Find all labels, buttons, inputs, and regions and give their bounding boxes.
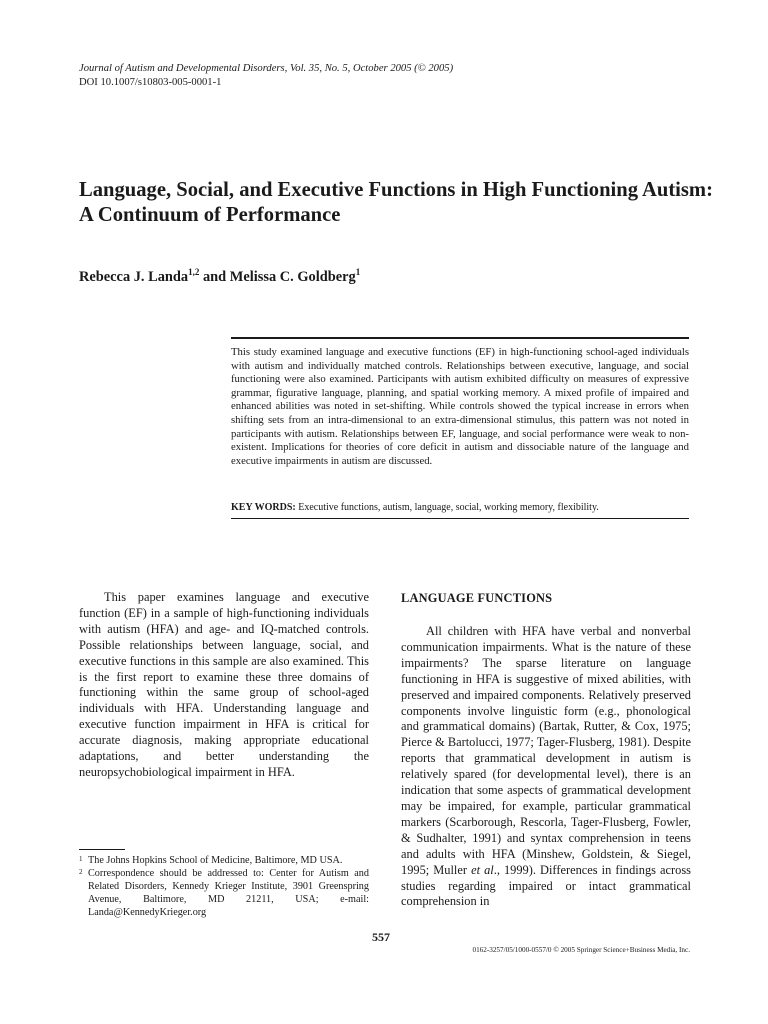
- paragraph-text: All children with HFA have verbal and nonverbal communication impairments. What is the nature of these impairments? The sparse literature on language functioning in HFA is suggestive of mixed abilities, with preserved and impaired components. Relatively preserved components involve linguistic form (e.g., phonological and grammatical domains) (Bartak, Rutter, & Cox, 1975; Pierce & Bartolucci, 1977; Tager-Flusberg, 1981). Despite reports that grammatical development in autism is relatively spared (for developmental level), there is an indication that some aspects of grammatical development may be impaired, for example, particular grammatical markers (Scarborough, Rescorla, Tager-Flusberg, Fowler, & Sudhalter, 1991) and syntax comprehension in teens and adults with HFA (Minshew, Goldstein, & Siegel, 1995; Muller: [401, 624, 691, 877]
- paragraph-italic: et al: [471, 862, 494, 877]
- section-heading: LANGUAGE FUNCTIONS: [401, 591, 553, 605]
- keywords-list: Executive functions, autism, language, social, working memory, flexibility.: [295, 502, 599, 513]
- keywords: [231, 501, 689, 514]
- footnote-text: Correspondence should be addressed to: Center for Autism and Related Disorders, Kennedy Krieger Institute, 3901 Greenspring Avenue, Baltimore, MD 21211, USA; e-mail: Landa@KennedyKrieger.org: [88, 868, 369, 918]
- keywords-rule: [231, 518, 689, 519]
- intro-paragraph: This paper examines language and executive function (EF) in a sample of high-functioning individuals with autism (HFA) and age- and IQ-matched controls. Possible relationships between language, social, and executive functions in this sample are also examined. This is the first report to examine these three domains of functioning within the same group of school-aged individuals with HFA. Understanding language and executive function impairment in HFA is critical for accurate diagnosis, making appropriate educational adaptations, and better understanding the neuropsychobiological impairment in HFA.: [79, 590, 369, 779]
- author-conjunction: and: [199, 269, 230, 285]
- page-number: 557: [372, 930, 390, 944]
- copyright-line: 0162-3257/05/1000-0557/0 © 2005 Springer Science+Business Media, Inc.: [472, 946, 690, 954]
- author-name: Melissa C. Goldberg: [229, 269, 356, 285]
- footnote: [79, 867, 369, 919]
- author-list: [79, 268, 360, 286]
- journal-citation: Journal of Autism and Developmental Disorders, Vol. 35, No. 5, October 2005 (© 2005): [79, 63, 454, 74]
- article-title: Language, Social, and Executive Functions in High Functioning Autism: A Continuum of Performance: [79, 179, 713, 226]
- paragraph-text: ., 1999). Differences in findings across studies regarding impaired or intact grammatical comprehension in: [401, 862, 691, 909]
- footnote: [79, 854, 369, 867]
- affiliation-marker: 1: [355, 267, 361, 277]
- language-functions-paragraph: [401, 624, 691, 910]
- affiliation-marker: 1,2: [188, 267, 200, 277]
- footnotes: [79, 854, 369, 919]
- footnote-marker: 1: [79, 855, 83, 863]
- footnote-rule: [79, 849, 125, 850]
- keywords-label: KEY WORDS:: [231, 502, 296, 513]
- abstract: This study examined language and executive functions (EF) in high-functioning school-aged individuals with autism and individually matched controls. Relationships between executive, language, and social functioning were also examined. Participants with autism exhibited difficulty on measures of expressive grammar, figurative language, planning, and spatial working memory. A mixed profile of impaired and enhanced abilities was noted in set-shifting. While controls showed the typical increase in errors when shifting sets from an intra-dimensional to an extra-dimensional stimulus, this pattern was not noted in participants with autism. Relationships between EF, language, and social performance were weak to non-existent. Implications for theories of core deficit in autism and dissociable nature of the language and executive impairments in autism are discussed.: [231, 346, 689, 467]
- author-name: Rebecca J. Landa: [79, 269, 189, 285]
- abstract-top-rule: [231, 337, 689, 339]
- footnote-text: The Johns Hopkins School of Medicine, Baltimore, MD USA.: [88, 855, 343, 866]
- doi: DOI 10.1007/s10803-005-0001-1: [79, 77, 222, 88]
- footnote-marker: 2: [79, 868, 83, 876]
